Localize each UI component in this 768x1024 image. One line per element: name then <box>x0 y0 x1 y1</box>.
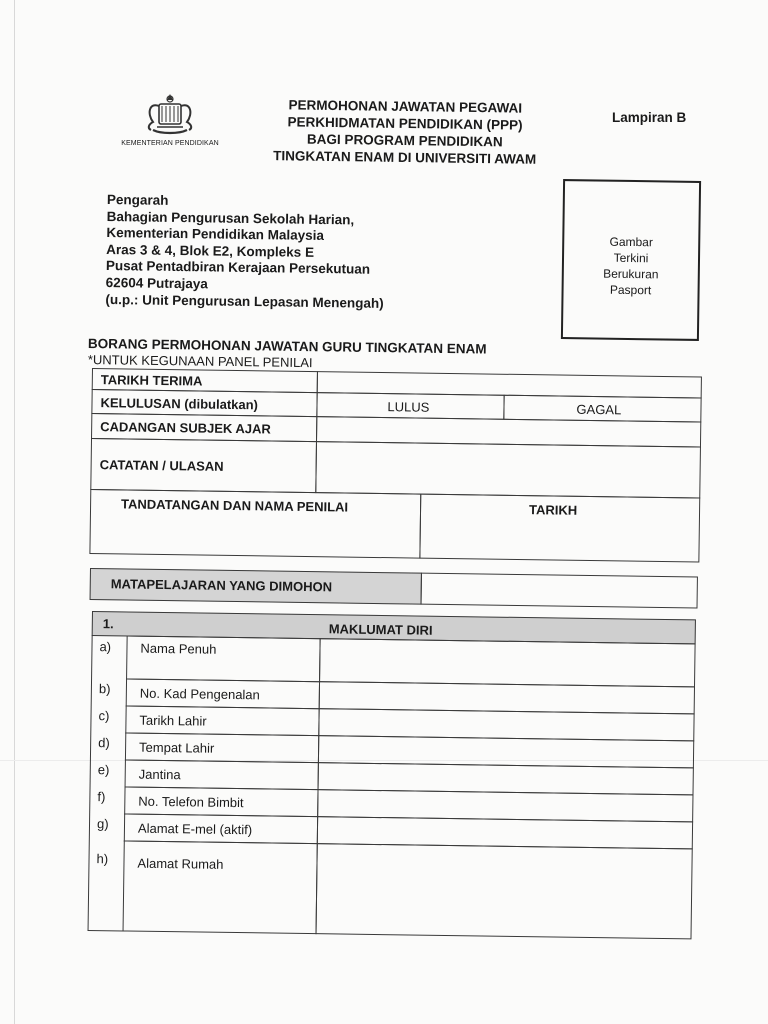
lulus-label: LULUS <box>387 399 430 415</box>
nama-penuh-label-cell <box>126 635 321 682</box>
panel-assessment-table <box>89 368 702 562</box>
panel-use-note: *UNTUK KEGUNAAN PANEL PENILAI <box>87 352 313 371</box>
kad-pengenalan-label: No. Kad Pengenalan <box>139 685 260 703</box>
photo-box-line: Terkini <box>613 250 649 266</box>
title-line: BAGI PROGRAM PENDIDIKAN <box>306 131 503 150</box>
row-letter: h) <box>96 851 109 867</box>
appendix-label: Lampiran B <box>612 110 687 125</box>
tarikh-label: TARIKH <box>528 502 578 518</box>
address-line: 62604 Putrajaya <box>105 274 208 292</box>
document-title <box>245 96 566 168</box>
photo-box-line: Gambar <box>609 234 654 250</box>
row-letter: d) <box>98 735 110 751</box>
photo-box-line: Berukuran <box>603 266 659 282</box>
address-line: (u.p.: Unit Pengurusan Lepasan Menengah) <box>105 291 384 311</box>
catatan-label-cell <box>90 438 317 493</box>
address-line: Pengarah <box>106 192 169 208</box>
kad-pengenalan-label-cell <box>126 678 320 709</box>
tarikh-lahir-label: Tarikh Lahir <box>139 712 207 729</box>
address-line: Bahagian Pengurusan Sekolah Harian, <box>106 208 355 228</box>
recipient-address <box>105 192 385 312</box>
emel-label-cell <box>124 813 318 844</box>
nama-penuh-field[interactable] <box>319 638 696 687</box>
tandatangan-label: TANDATANGAN DAN NAMA PENILAI <box>121 496 349 515</box>
title-line: PERKHIDMATAN PENDIDIKAN (PPP) <box>287 114 523 133</box>
personal-info-table <box>88 611 696 939</box>
section-title: MAKLUMAT DIRI <box>328 621 433 638</box>
page-edge <box>14 0 15 1024</box>
photo-box-line: Pasport <box>609 282 652 298</box>
jantina-label-cell <box>125 759 319 790</box>
kelulusan-label: KELULUSAN (dibulatkan) <box>100 395 259 413</box>
row-letter: f) <box>97 789 106 805</box>
telefon-label: No. Telefon Bimbit <box>138 793 244 811</box>
tempat-lahir-label-cell <box>125 732 319 763</box>
subject-label-cell <box>90 568 422 605</box>
address-line: Kementerian Pendidikan Malaysia <box>106 225 325 244</box>
row-letter: g) <box>96 816 109 832</box>
section-number: 1. <box>102 616 114 632</box>
address-line: Aras 3 & 4, Blok E2, Kompleks E <box>106 241 315 260</box>
catatan-label: CATATAN / ULASAN <box>99 457 224 474</box>
row-letter: e) <box>97 762 110 778</box>
address-line: Pusat Pentadbiran Kerajaan Persekutuan <box>105 258 371 278</box>
photo-box-instructions <box>563 233 698 299</box>
row-letter: c) <box>98 708 110 724</box>
catatan-field[interactable] <box>315 441 701 498</box>
tempat-lahir-label: Tempat Lahir <box>138 739 215 756</box>
logo-caption: KEMENTERIAN PENDIDIKAN <box>121 140 219 147</box>
alamat-rumah-label-cell <box>123 840 318 934</box>
cadangan-label: CADANGAN SUBJEK AJAR <box>100 419 271 437</box>
telefon-label-cell <box>124 786 318 817</box>
subject-label: MATAPELAJARAN YANG DIMOHON <box>110 576 333 595</box>
tarikh-field[interactable] <box>419 494 700 563</box>
emel-label: Alamat E-mel (aktif) <box>137 820 253 838</box>
title-line: TINGKATAN ENAM DI UNIVERSITI AWAM <box>273 148 537 167</box>
tarikh-lahir-label-cell <box>125 705 319 736</box>
jantina-label: Jantina <box>138 766 181 783</box>
form-title: BORANG PERMOHONAN JAWATAN GURU TINGKATAN ENAM <box>87 336 487 357</box>
alamat-rumah-field[interactable] <box>316 843 693 939</box>
subject-applied-row <box>90 568 698 608</box>
row-letter: b) <box>98 681 111 697</box>
tandatangan-field[interactable] <box>89 489 421 559</box>
alamat-rumah-label: Alamat Rumah <box>137 855 224 872</box>
passport-photo-box[interactable] <box>561 179 701 341</box>
nama-penuh-label: Nama Penuh <box>140 640 217 657</box>
tarikh-terima-label: TARIKH TERIMA <box>100 372 203 389</box>
subject-field[interactable] <box>421 573 698 609</box>
gagal-label: GAGAL <box>576 401 622 418</box>
row-letter: a) <box>99 639 112 655</box>
letter-column <box>88 635 128 931</box>
title-line: PERMOHONAN JAWATAN PEGAWAI <box>288 97 523 116</box>
